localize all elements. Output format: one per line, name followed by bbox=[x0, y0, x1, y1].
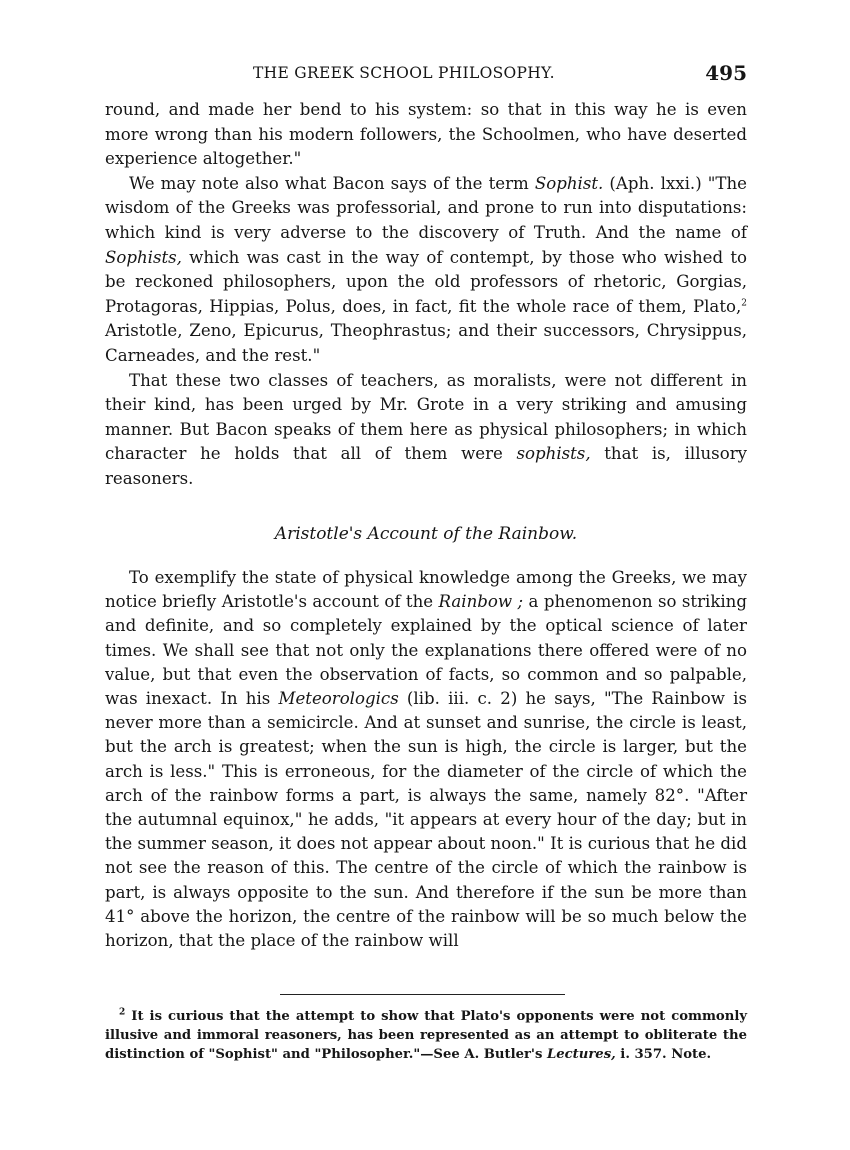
footnote-paragraph bbox=[105, 1007, 747, 1064]
paragraph-2-text-c: (Aph. lxxi.) "The wisdom of the Greeks was professorial, and prone to run into disputations: which kind is very adverse to the discovery of Truth. And the name of bbox=[105, 173, 747, 242]
running-title: THE GREEK SCHOOL PHILOSOPHY. bbox=[253, 64, 555, 82]
paragraph-3-text-a: That these two classes of teachers, as moralists, were not different in their kind, has been urged by Mr. Grote in a very striking and amusing manner. But Bacon speaks of them here as physical philosophers; in which character he holds that all of them were bbox=[105, 370, 747, 464]
footnote bbox=[105, 1007, 747, 1064]
term-rainbow: Rainbow ; bbox=[438, 592, 524, 612]
term-sophists-2: sophists, bbox=[516, 444, 591, 464]
footnote-marker: 2 bbox=[119, 1007, 126, 1018]
term-sophist: Sophist. bbox=[534, 173, 604, 193]
paragraph-4-text-e: (lib. iii. c. 2) he says, "The Rainbow is never more than a semicircle. And at sunset and sunrise, the circle is least, but the arch is greatest; when the sun is high, the circle is larger, but the arch is less." This is erroneous, for the diameter of the circle of which the arch of the rainbow forms a part, is always the same, namely 82°. "After the autumnal equinox," he adds, "it appears at every hour of the day; but in the summer season, it does not appear about noon." It is curious that he did not see the reason of this. The centre of the circle of which the rainbow is part, is always opposite to the sun. And therefore if the sun be more than 41° above the horizon, the centre of the rainbow will be so much below the horizon, that the place of the rainbow will bbox=[105, 689, 747, 951]
paragraph-2-text-a: We may note also what Bacon says of the term bbox=[129, 173, 535, 193]
section-heading: Aristotle's Account of the Rainbow. bbox=[274, 524, 578, 544]
paragraph-3 bbox=[105, 369, 747, 492]
body-text-section bbox=[105, 566, 747, 953]
footnote-text-a: It is curious that the attempt to show that Plato's opponents were not commonly illusive and immoral reasoners, has been represented as an attempt to obliterate the distinction of "Sophist" and "Philosopher."—See A. Butler's bbox=[105, 1009, 747, 1062]
title-lectures: Lectures, bbox=[546, 1047, 616, 1062]
paragraph-2-text-f: Aristotle, Zeno, Epicurus, Theophrastus; and their successors, Chrysippus, Carneades, and the rest." bbox=[105, 321, 747, 365]
paragraph-4 bbox=[105, 566, 747, 953]
body-text bbox=[105, 98, 747, 492]
term-sophists: Sophists, bbox=[105, 247, 182, 267]
title-meteorologics: Meteorologics bbox=[278, 689, 399, 709]
page-header bbox=[105, 61, 747, 88]
footnote-reference: 2 bbox=[741, 298, 747, 309]
paragraph-4-text-c: a phenomenon so striking and definite, and so completely explained by the optical science of later times. We shall see that not only the explanations there offered were of no value, but that even the observation of facts, so common and so palpable, was inexact. In his bbox=[105, 592, 747, 709]
footnote-text-c: i. 357. Note. bbox=[615, 1047, 712, 1062]
paragraph-3-text-c: that is, illusory reasoners. bbox=[105, 444, 747, 488]
paragraph-2 bbox=[105, 172, 747, 369]
paragraph-2-text-e: which was cast in the way of contempt, by those who wished to be reckoned philosophers, upon the old professors of rhetoric, Gorgias, Protagoras, Hippias, Polus, does, in fact, fit the whole race of them, Plato, bbox=[105, 247, 747, 316]
paragraph-1 bbox=[105, 98, 747, 172]
page-number: 495 bbox=[705, 61, 747, 85]
footnote-divider bbox=[280, 994, 565, 995]
paragraph-1-text: round, and made her bend to his system: so that in this way he is even more wrong than his modern followers, the Schoolmen, who have deserted experience altogether." bbox=[105, 100, 747, 169]
paragraph-4-text-a: To exemplify the state of physical knowledge among the Greeks, we may notice briefly Aristotle's account of the bbox=[105, 568, 747, 612]
